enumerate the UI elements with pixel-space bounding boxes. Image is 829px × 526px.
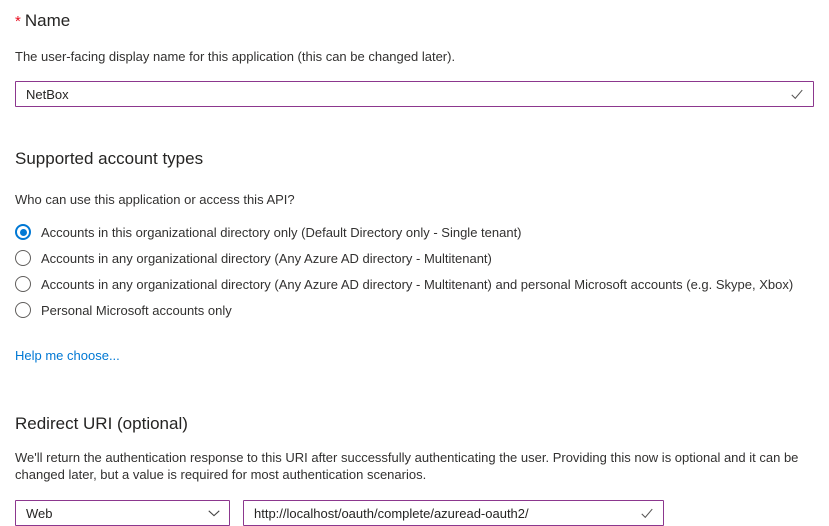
- radio-option-multitenant-personal[interactable]: [15, 271, 814, 297]
- radio-button-icon: [15, 250, 31, 266]
- redirect-uri-row: [15, 500, 814, 526]
- platform-selected-value: Web: [26, 505, 53, 521]
- account-types-question: Who can use this application or access this API?: [15, 192, 295, 207]
- radio-button-icon: [15, 224, 31, 240]
- radio-button-icon: [15, 302, 31, 318]
- radio-option-single-tenant[interactable]: [15, 219, 814, 245]
- radio-button-icon: [15, 276, 31, 292]
- help-me-choose-link[interactable]: Help me choose...: [15, 348, 120, 363]
- radio-option-personal-only[interactable]: [15, 297, 814, 323]
- redirect-uri-section-title: Redirect URI (optional): [15, 414, 188, 433]
- name-section-title: [15, 0, 814, 32]
- platform-select-dropdown[interactable]: [15, 500, 230, 526]
- radio-option-label: Accounts in any organizational directory (Any Azure AD directory - Multitenant): [41, 250, 492, 266]
- radio-option-label: Accounts in this organizational directory only (Default Directory only - Single tenant): [41, 224, 522, 240]
- account-types-section-title: Supported account types: [15, 149, 204, 168]
- redirect-uri-input-box: [243, 500, 664, 526]
- redirect-uri-description: We'll return the authentication response to this URI after successfully authenticating the user. Providing this now is optional and it can be changed later, but a value is required for most authentication scenarios.: [15, 450, 799, 482]
- account-types-radio-group: [15, 219, 814, 323]
- name-section-title-text: Name: [24, 11, 71, 30]
- radio-option-label: Accounts in any organizational directory (Any Azure AD directory - Multitenant) and personal Microsoft accounts (e.g. Skype, Xbox): [41, 276, 794, 292]
- radio-option-label: Personal Microsoft accounts only: [41, 302, 232, 318]
- required-asterisk: *: [15, 13, 21, 30]
- radio-option-multitenant[interactable]: [15, 245, 814, 271]
- redirect-uri-input[interactable]: [244, 501, 663, 525]
- name-input-box: [15, 81, 814, 107]
- name-input[interactable]: [16, 82, 813, 106]
- name-description: The user-facing display name for this application (this can be changed later).: [15, 49, 456, 64]
- chevron-down-icon: [207, 506, 221, 520]
